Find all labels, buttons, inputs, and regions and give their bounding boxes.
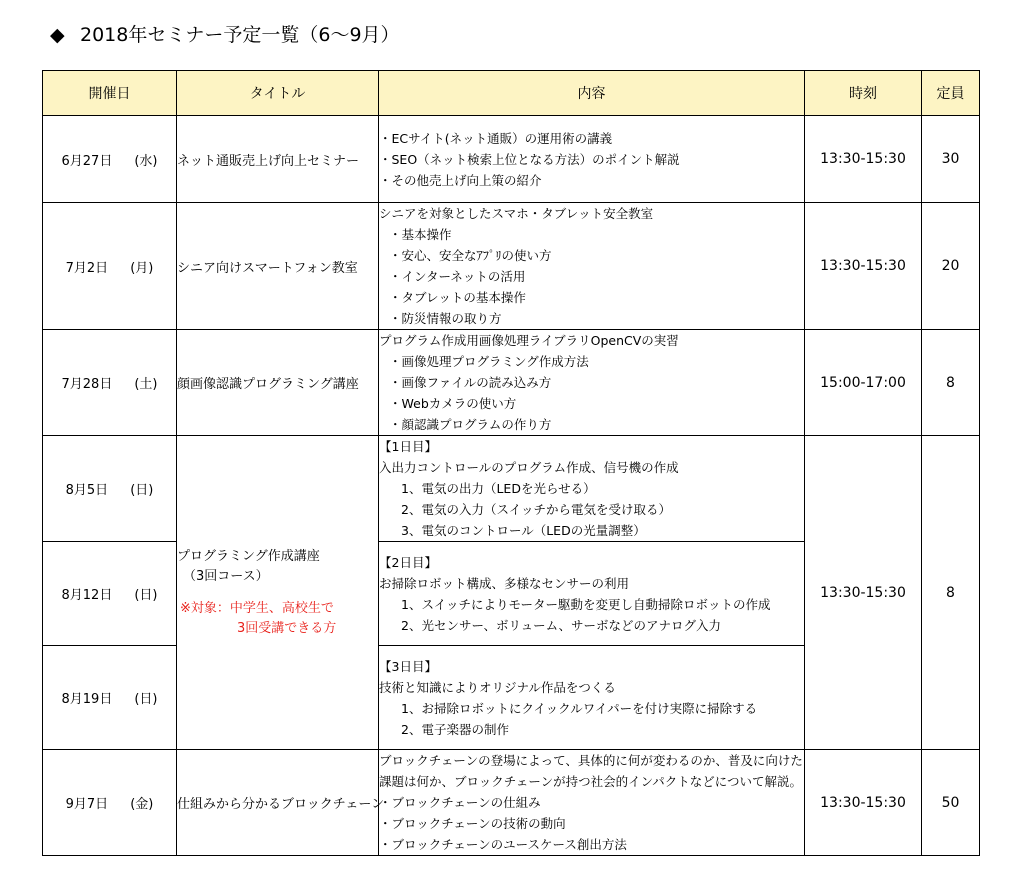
row-content: プログラム作成用画像処理ライブラリOpenCVの実習 ・画像処理プログラミング作成方法 ・画像ファイルの読み込み方 ・Webカメラの使い方 ・顔認識プログラムの作り方 [379,330,805,436]
seminar-schedule-table [42,70,980,856]
row-capacity: 20 [922,203,980,330]
row-title: 顔画像認識プログラミング講座 [177,330,379,436]
table-row [43,330,980,436]
row-content: ブロックチェーンの登場によって、具体的に何が変わるのか、普及に向けた 課題は何か、ブロックチェーンが持つ社会的インパクトなどについて解説。 ・ブロックチェーンの仕組み ・ブロックチェーンの技術の動向 ・ブロックチェーンのユースケース創出方法 [379,750,805,856]
course-title: プログラミング作成講座 [177,548,320,564]
header-date: 開催日 [43,71,177,116]
header-time: 時刻 [805,71,922,116]
table-row [43,750,980,856]
row-date: 6月27日 (水) [43,116,177,203]
header-content: 内容 [379,71,805,116]
table-row [43,116,980,203]
course-title-cell [177,436,379,750]
row-date: 8月5日 (日) [43,436,177,542]
row-content: ・ECサイト(ネット通販）の運用術の講義 ・SEO（ネット検索上位となる方法）のポイント解説 ・その他売上げ向上策の紹介 [379,116,805,203]
diamond-bullet-icon: ◆ [50,24,65,46]
row-date: 9月7日 (金) [43,750,177,856]
header-title: タイトル [177,71,379,116]
row-time: 13:30-15:30 [805,116,922,203]
row-time: 15:00-17:00 [805,330,922,436]
row-date: 8月12日 (日) [43,542,177,646]
row-capacity: 8 [922,330,980,436]
row-content: 【3日目】 技術と知識によりオリジナル作品をつくる 1、お掃除ロボットにクイックルワイパーを付け実際に掃除する 2、電子楽器の制作 [379,646,805,750]
row-capacity: 30 [922,116,980,203]
row-title: シニア向けスマートフォン教室 [177,203,379,330]
row-date: 7月28日 (土) [43,330,177,436]
page-title [50,22,400,48]
row-content: シニアを対象としたスマホ・タブレット安全教室 ・基本操作 ・安心、安全なｱﾌﾟﾘの使い方 ・インターネットの活用 ・タブレットの基本操作 ・防災情報の取り方 [379,203,805,330]
table-header-row [43,71,980,116]
row-title: 仕組みから分かるブロックチェーン [177,750,379,856]
row-content: 【2日目】 お掃除ロボット構成、多様なセンサーの利用 1、スイッチによりモーター駆動を変更し自動掃除ロボットの作成 2、光センサー、ボリューム、サーボなどのアナログ入力 [379,542,805,646]
row-date: 8月19日 (日) [43,646,177,750]
course-target-note: ※対象：中学生、高校生で [180,600,334,616]
table-row [43,436,980,542]
course-target-note-2: 3回受講できる方 [237,620,337,636]
row-capacity: 50 [922,750,980,856]
table-row [43,203,980,330]
row-content: 【1日目】 入出力コントロールのプログラム作成、信号機の作成 1、電気の出力（LEDを光らせる） 2、電気の入力（スイッチから電気を受け取る） 3、電気のコントロール（LEDの光量調整） [379,436,805,542]
row-date: 7月2日 (月) [43,203,177,330]
header-capacity: 定員 [922,71,980,116]
row-title: ネット通販売上げ向上セミナー [177,116,379,203]
course-capacity: 8 [922,436,980,750]
row-time: 13:30-15:30 [805,750,922,856]
row-time: 13:30-15:30 [805,203,922,330]
course-time: 13:30-15:30 [805,436,922,750]
course-subtitle: （3回コース） [183,568,269,584]
page-title-text: 2018年セミナー予定一覧（6～9月） [80,24,400,46]
